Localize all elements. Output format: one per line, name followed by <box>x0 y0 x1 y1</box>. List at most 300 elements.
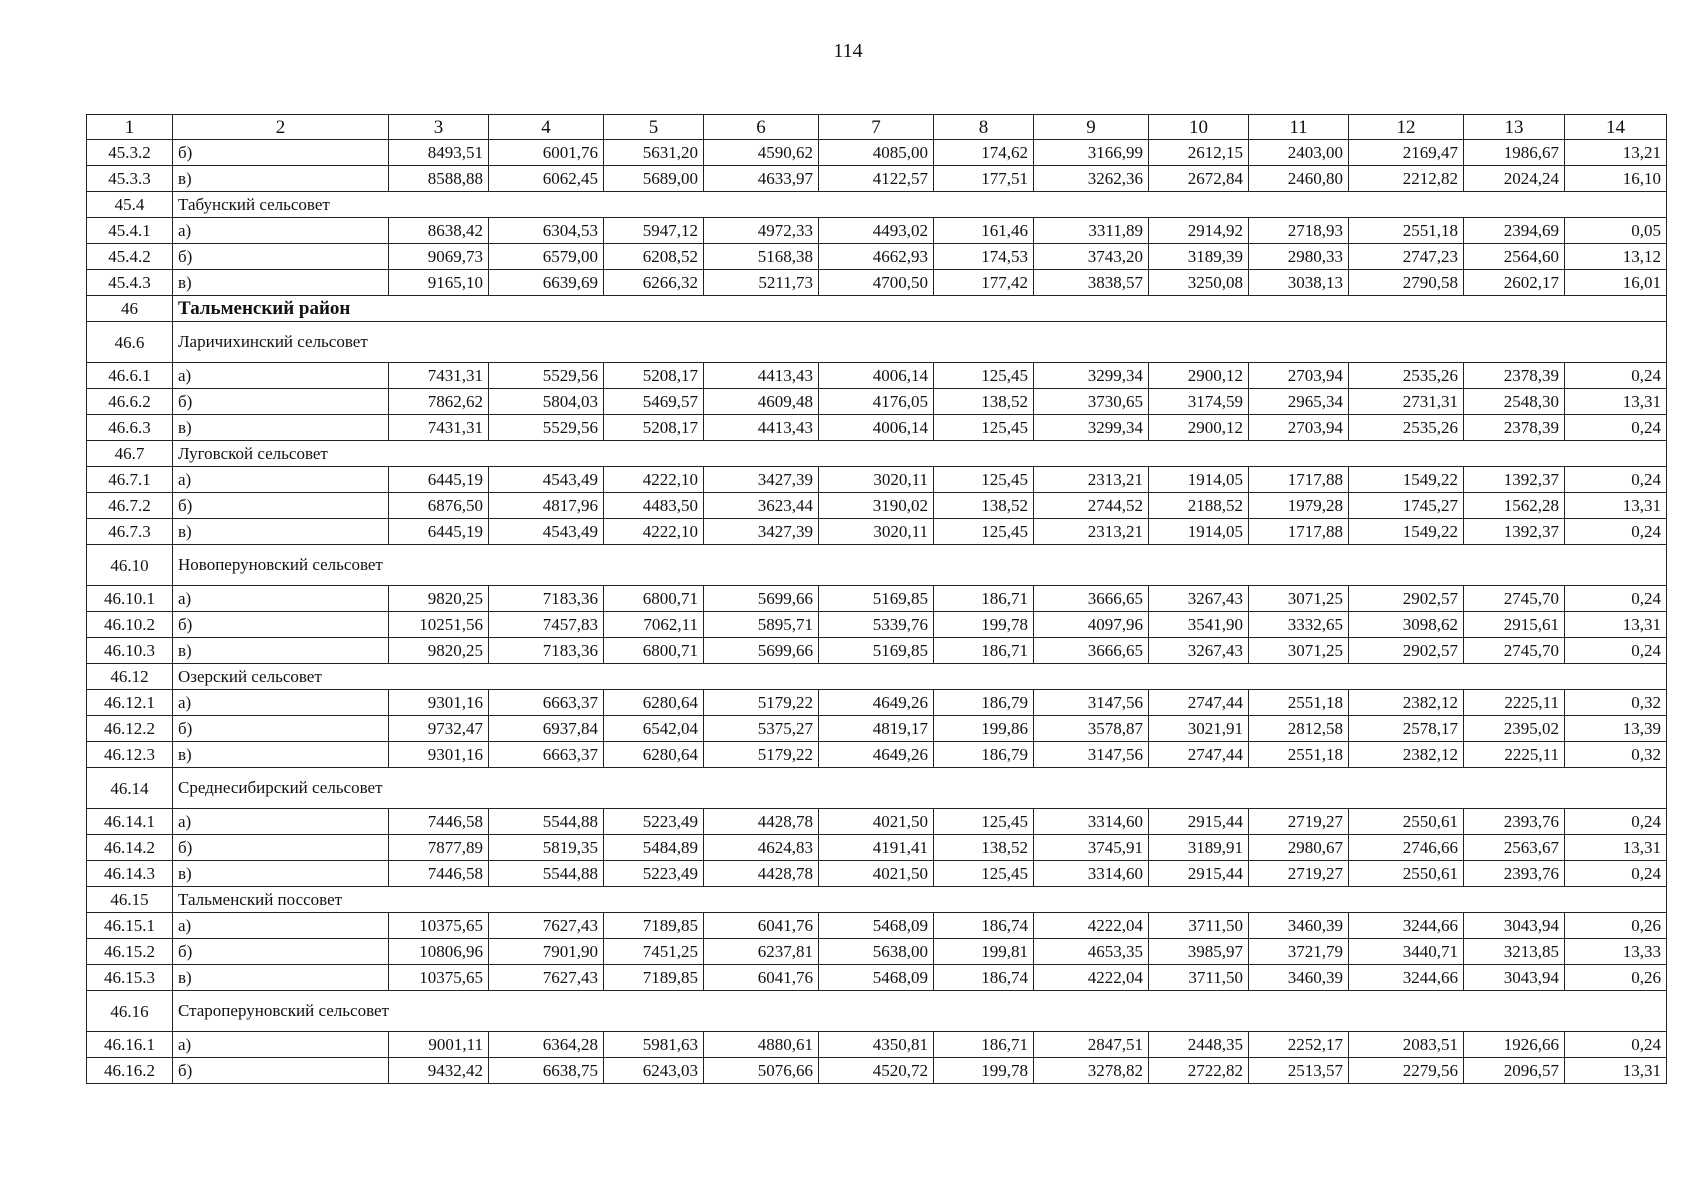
value-cell: 4350,81 <box>819 1032 934 1058</box>
value-cell: 2403,00 <box>1249 140 1349 166</box>
value-cell: 2083,51 <box>1349 1032 1464 1058</box>
value-cell: 2744,52 <box>1034 493 1149 519</box>
value-cell: 2378,39 <box>1464 363 1565 389</box>
value-cell: 4662,93 <box>819 244 934 270</box>
value-cell: 5947,12 <box>604 218 704 244</box>
value-cell: 9001,11 <box>389 1032 489 1058</box>
value-cell: 2551,18 <box>1249 742 1349 768</box>
value-cell: 2448,35 <box>1149 1032 1249 1058</box>
value-cell: 7189,85 <box>604 913 704 939</box>
value-cell: 5469,57 <box>604 389 704 415</box>
value-cell: 3189,39 <box>1149 244 1249 270</box>
value-cell: 2225,11 <box>1464 690 1565 716</box>
value-cell: 3311,89 <box>1034 218 1149 244</box>
value-cell: 199,78 <box>934 612 1034 638</box>
value-cell: 3730,65 <box>1034 389 1149 415</box>
value-cell: 10806,96 <box>389 939 489 965</box>
row-option-label: в) <box>173 638 389 664</box>
value-cell: 199,81 <box>934 939 1034 965</box>
value-cell: 4085,00 <box>819 140 934 166</box>
value-cell: 3174,59 <box>1149 389 1249 415</box>
value-cell: 6062,45 <box>489 166 604 192</box>
value-cell: 0,24 <box>1565 861 1667 887</box>
value-cell: 8493,51 <box>389 140 489 166</box>
value-cell: 3838,57 <box>1034 270 1149 296</box>
value-cell: 2980,33 <box>1249 244 1349 270</box>
value-cell: 2672,84 <box>1149 166 1249 192</box>
row-code: 46.7.2 <box>87 493 173 519</box>
value-cell: 2703,94 <box>1249 415 1349 441</box>
value-cell: 7183,36 <box>489 638 604 664</box>
value-cell: 3098,62 <box>1349 612 1464 638</box>
value-cell: 2551,18 <box>1349 218 1464 244</box>
table-row <box>87 742 1667 768</box>
value-cell: 186,79 <box>934 690 1034 716</box>
group-row <box>87 768 1667 809</box>
value-cell: 9069,73 <box>389 244 489 270</box>
table-row <box>87 467 1667 493</box>
tariff-table <box>86 114 1667 1084</box>
value-cell: 6304,53 <box>489 218 604 244</box>
value-cell: 2965,34 <box>1249 389 1349 415</box>
value-cell: 3244,66 <box>1349 913 1464 939</box>
value-cell: 5169,85 <box>819 586 934 612</box>
value-cell: 7862,62 <box>389 389 489 415</box>
row-code: 46.7 <box>87 441 173 467</box>
table-row <box>87 690 1667 716</box>
column-number-row <box>87 115 1667 140</box>
value-cell: 199,86 <box>934 716 1034 742</box>
value-cell: 125,45 <box>934 809 1034 835</box>
table-body <box>87 140 1667 1084</box>
value-cell: 0,24 <box>1565 363 1667 389</box>
value-cell: 8638,42 <box>389 218 489 244</box>
value-cell: 2382,12 <box>1349 690 1464 716</box>
value-cell: 0,05 <box>1565 218 1667 244</box>
value-cell: 6542,04 <box>604 716 704 742</box>
value-cell: 1549,22 <box>1349 467 1464 493</box>
value-cell: 4493,02 <box>819 218 934 244</box>
value-cell: 5211,73 <box>704 270 819 296</box>
value-cell: 9301,16 <box>389 742 489 768</box>
value-cell: 125,45 <box>934 363 1034 389</box>
value-cell: 3043,94 <box>1464 913 1565 939</box>
row-code: 46.15.1 <box>87 913 173 939</box>
value-cell: 7189,85 <box>604 965 704 991</box>
row-option-label: в) <box>173 415 389 441</box>
row-code: 45.4 <box>87 192 173 218</box>
settlement-title: Ларичихинский сельсовет <box>173 322 1667 363</box>
value-cell: 5699,66 <box>704 638 819 664</box>
value-cell: 2915,44 <box>1149 861 1249 887</box>
value-cell: 3666,65 <box>1034 638 1149 664</box>
value-cell: 3745,91 <box>1034 835 1149 861</box>
value-cell: 3020,11 <box>819 519 934 545</box>
value-cell: 5179,22 <box>704 742 819 768</box>
group-row <box>87 664 1667 690</box>
row-option-label: а) <box>173 218 389 244</box>
value-cell: 5169,85 <box>819 638 934 664</box>
section-row <box>87 296 1667 322</box>
value-cell: 3213,85 <box>1464 939 1565 965</box>
value-cell: 2731,31 <box>1349 389 1464 415</box>
row-option-label: в) <box>173 270 389 296</box>
group-row <box>87 991 1667 1032</box>
value-cell: 5689,00 <box>604 166 704 192</box>
value-cell: 1549,22 <box>1349 519 1464 545</box>
value-cell: 0,32 <box>1565 690 1667 716</box>
value-cell: 5223,49 <box>604 809 704 835</box>
value-cell: 5804,03 <box>489 389 604 415</box>
row-code: 46.15 <box>87 887 173 913</box>
row-code: 46.7.1 <box>87 467 173 493</box>
value-cell: 3190,02 <box>819 493 934 519</box>
value-cell: 125,45 <box>934 467 1034 493</box>
value-cell: 0,24 <box>1565 586 1667 612</box>
value-cell: 3043,94 <box>1464 965 1565 991</box>
value-cell: 4191,41 <box>819 835 934 861</box>
row-option-label: в) <box>173 742 389 768</box>
value-cell: 1914,05 <box>1149 519 1249 545</box>
value-cell: 4590,62 <box>704 140 819 166</box>
group-row <box>87 545 1667 586</box>
value-cell: 2915,61 <box>1464 612 1565 638</box>
value-cell: 2745,70 <box>1464 638 1565 664</box>
row-option-label: а) <box>173 1032 389 1058</box>
value-cell: 2564,60 <box>1464 244 1565 270</box>
value-cell: 5208,17 <box>604 363 704 389</box>
value-cell: 2900,12 <box>1149 415 1249 441</box>
value-cell: 2188,52 <box>1149 493 1249 519</box>
value-cell: 1717,88 <box>1249 467 1349 493</box>
value-cell: 2847,51 <box>1034 1032 1149 1058</box>
value-cell: 4520,72 <box>819 1058 934 1084</box>
value-cell: 2980,67 <box>1249 835 1349 861</box>
value-cell: 0,24 <box>1565 415 1667 441</box>
value-cell: 4122,57 <box>819 166 934 192</box>
value-cell: 1562,28 <box>1464 493 1565 519</box>
value-cell: 2747,44 <box>1149 742 1249 768</box>
value-cell: 3299,34 <box>1034 415 1149 441</box>
value-cell: 4653,35 <box>1034 939 1149 965</box>
value-cell: 0,24 <box>1565 638 1667 664</box>
value-cell: 5699,66 <box>704 586 819 612</box>
column-header: 8 <box>934 115 1034 140</box>
value-cell: 3166,99 <box>1034 140 1149 166</box>
value-cell: 3147,56 <box>1034 690 1149 716</box>
value-cell: 6800,71 <box>604 638 704 664</box>
value-cell: 3721,79 <box>1249 939 1349 965</box>
value-cell: 10375,65 <box>389 913 489 939</box>
table-row <box>87 244 1667 270</box>
value-cell: 1926,66 <box>1464 1032 1565 1058</box>
row-option-label: в) <box>173 965 389 991</box>
value-cell: 3578,87 <box>1034 716 1149 742</box>
value-cell: 3460,39 <box>1249 965 1349 991</box>
row-option-label: б) <box>173 140 389 166</box>
value-cell: 7446,58 <box>389 861 489 887</box>
value-cell: 9820,25 <box>389 586 489 612</box>
row-code: 46.7.3 <box>87 519 173 545</box>
value-cell: 10251,56 <box>389 612 489 638</box>
value-cell: 5819,35 <box>489 835 604 861</box>
value-cell: 4006,14 <box>819 363 934 389</box>
value-cell: 5544,88 <box>489 861 604 887</box>
value-cell: 7877,89 <box>389 835 489 861</box>
row-code: 45.4.1 <box>87 218 173 244</box>
value-cell: 1986,67 <box>1464 140 1565 166</box>
value-cell: 2169,47 <box>1349 140 1464 166</box>
value-cell: 5468,09 <box>819 965 934 991</box>
value-cell: 0,26 <box>1565 965 1667 991</box>
table-row <box>87 1032 1667 1058</box>
value-cell: 4222,10 <box>604 467 704 493</box>
settlement-title: Озерский сельсовет <box>173 664 1667 690</box>
table-row <box>87 166 1667 192</box>
row-code: 46.15.2 <box>87 939 173 965</box>
value-cell: 177,51 <box>934 166 1034 192</box>
value-cell: 125,45 <box>934 861 1034 887</box>
value-cell: 2551,18 <box>1249 690 1349 716</box>
value-cell: 2812,58 <box>1249 716 1349 742</box>
value-cell: 2279,56 <box>1349 1058 1464 1084</box>
value-cell: 2550,61 <box>1349 809 1464 835</box>
table-row <box>87 389 1667 415</box>
value-cell: 16,10 <box>1565 166 1667 192</box>
value-cell: 16,01 <box>1565 270 1667 296</box>
row-option-label: б) <box>173 939 389 965</box>
value-cell: 6001,76 <box>489 140 604 166</box>
value-cell: 5638,00 <box>819 939 934 965</box>
value-cell: 3278,82 <box>1034 1058 1149 1084</box>
column-header: 3 <box>389 115 489 140</box>
value-cell: 6041,76 <box>704 913 819 939</box>
value-cell: 3147,56 <box>1034 742 1149 768</box>
value-cell: 6800,71 <box>604 586 704 612</box>
row-code: 46 <box>87 296 173 322</box>
row-code: 46.6.1 <box>87 363 173 389</box>
value-cell: 2900,12 <box>1149 363 1249 389</box>
column-header: 7 <box>819 115 934 140</box>
value-cell: 7901,90 <box>489 939 604 965</box>
value-cell: 4222,10 <box>604 519 704 545</box>
column-header: 9 <box>1034 115 1149 140</box>
value-cell: 3020,11 <box>819 467 934 493</box>
value-cell: 2602,17 <box>1464 270 1565 296</box>
value-cell: 4021,50 <box>819 809 934 835</box>
row-code: 46.10 <box>87 545 173 586</box>
value-cell: 9165,10 <box>389 270 489 296</box>
table-row <box>87 415 1667 441</box>
row-code: 46.12.2 <box>87 716 173 742</box>
row-code: 46.6.2 <box>87 389 173 415</box>
value-cell: 6266,32 <box>604 270 704 296</box>
row-code: 45.3.3 <box>87 166 173 192</box>
value-cell: 6280,64 <box>604 742 704 768</box>
value-cell: 4633,97 <box>704 166 819 192</box>
value-cell: 6445,19 <box>389 467 489 493</box>
row-code: 45.3.2 <box>87 140 173 166</box>
value-cell: 177,42 <box>934 270 1034 296</box>
value-cell: 4428,78 <box>704 861 819 887</box>
value-cell: 5544,88 <box>489 809 604 835</box>
value-cell: 5468,09 <box>819 913 934 939</box>
value-cell: 4817,96 <box>489 493 604 519</box>
row-code: 46.14 <box>87 768 173 809</box>
value-cell: 5981,63 <box>604 1032 704 1058</box>
value-cell: 2915,44 <box>1149 809 1249 835</box>
settlement-title: Табунский сельсовет <box>173 192 1667 218</box>
value-cell: 2745,70 <box>1464 586 1565 612</box>
value-cell: 3743,20 <box>1034 244 1149 270</box>
value-cell: 0,26 <box>1565 913 1667 939</box>
value-cell: 2747,23 <box>1349 244 1464 270</box>
value-cell: 3250,08 <box>1149 270 1249 296</box>
value-cell: 174,53 <box>934 244 1034 270</box>
row-code: 46.12 <box>87 664 173 690</box>
row-option-label: б) <box>173 716 389 742</box>
table-header <box>87 115 1667 140</box>
row-option-label: а) <box>173 586 389 612</box>
value-cell: 1392,37 <box>1464 467 1565 493</box>
row-code: 46.14.2 <box>87 835 173 861</box>
value-cell: 4880,61 <box>704 1032 819 1058</box>
value-cell: 7431,31 <box>389 415 489 441</box>
value-cell: 3021,91 <box>1149 716 1249 742</box>
value-cell: 174,62 <box>934 140 1034 166</box>
row-option-label: б) <box>173 389 389 415</box>
value-cell: 13,21 <box>1565 140 1667 166</box>
value-cell: 13,33 <box>1565 939 1667 965</box>
table-row <box>87 140 1667 166</box>
table-row <box>87 965 1667 991</box>
value-cell: 2746,66 <box>1349 835 1464 861</box>
value-cell: 2790,58 <box>1349 270 1464 296</box>
value-cell: 4609,48 <box>704 389 819 415</box>
value-cell: 4222,04 <box>1034 913 1149 939</box>
value-cell: 5223,49 <box>604 861 704 887</box>
value-cell: 6639,69 <box>489 270 604 296</box>
value-cell: 4097,96 <box>1034 612 1149 638</box>
table-row <box>87 1058 1667 1084</box>
value-cell: 5339,76 <box>819 612 934 638</box>
group-row <box>87 441 1667 467</box>
group-row <box>87 192 1667 218</box>
row-code: 46.12.1 <box>87 690 173 716</box>
row-option-label: а) <box>173 363 389 389</box>
value-cell: 5529,56 <box>489 415 604 441</box>
value-cell: 9820,25 <box>389 638 489 664</box>
row-code: 45.4.3 <box>87 270 173 296</box>
value-cell: 2612,15 <box>1149 140 1249 166</box>
value-cell: 2578,17 <box>1349 716 1464 742</box>
settlement-title: Луговской сельсовет <box>173 441 1667 467</box>
value-cell: 1717,88 <box>1249 519 1349 545</box>
value-cell: 13,31 <box>1565 612 1667 638</box>
row-option-label: б) <box>173 612 389 638</box>
value-cell: 6237,81 <box>704 939 819 965</box>
value-cell: 3440,71 <box>1349 939 1464 965</box>
row-code: 46.10.3 <box>87 638 173 664</box>
value-cell: 13,31 <box>1565 835 1667 861</box>
value-cell: 7431,31 <box>389 363 489 389</box>
value-cell: 3711,50 <box>1149 913 1249 939</box>
value-cell: 6208,52 <box>604 244 704 270</box>
table-row <box>87 861 1667 887</box>
column-header: 2 <box>173 115 389 140</box>
value-cell: 3314,60 <box>1034 861 1149 887</box>
value-cell: 0,24 <box>1565 467 1667 493</box>
value-cell: 4222,04 <box>1034 965 1149 991</box>
column-header: 14 <box>1565 115 1667 140</box>
table-row <box>87 586 1667 612</box>
value-cell: 3332,65 <box>1249 612 1349 638</box>
value-cell: 125,45 <box>934 519 1034 545</box>
value-cell: 138,52 <box>934 835 1034 861</box>
value-cell: 2914,92 <box>1149 218 1249 244</box>
column-header: 1 <box>87 115 173 140</box>
value-cell: 186,71 <box>934 586 1034 612</box>
table-row <box>87 939 1667 965</box>
value-cell: 6243,03 <box>604 1058 704 1084</box>
table-row <box>87 716 1667 742</box>
value-cell: 13,39 <box>1565 716 1667 742</box>
value-cell: 2703,94 <box>1249 363 1349 389</box>
value-cell: 4483,50 <box>604 493 704 519</box>
value-cell: 2225,11 <box>1464 742 1565 768</box>
value-cell: 0,24 <box>1565 519 1667 545</box>
row-option-label: а) <box>173 690 389 716</box>
settlement-title: Староперуновский сельсовет <box>173 991 1667 1032</box>
value-cell: 2719,27 <box>1249 809 1349 835</box>
value-cell: 5529,56 <box>489 363 604 389</box>
value-cell: 7457,83 <box>489 612 604 638</box>
value-cell: 2718,93 <box>1249 218 1349 244</box>
value-cell: 2719,27 <box>1249 861 1349 887</box>
value-cell: 6663,37 <box>489 690 604 716</box>
row-option-label: а) <box>173 913 389 939</box>
value-cell: 4413,43 <box>704 415 819 441</box>
value-cell: 4428,78 <box>704 809 819 835</box>
value-cell: 13,31 <box>1565 1058 1667 1084</box>
table-row <box>87 519 1667 545</box>
value-cell: 7062,11 <box>604 612 704 638</box>
value-cell: 3189,91 <box>1149 835 1249 861</box>
value-cell: 6364,28 <box>489 1032 604 1058</box>
value-cell: 2902,57 <box>1349 638 1464 664</box>
value-cell: 5375,27 <box>704 716 819 742</box>
table-row <box>87 270 1667 296</box>
value-cell: 6663,37 <box>489 742 604 768</box>
value-cell: 4021,50 <box>819 861 934 887</box>
value-cell: 4819,17 <box>819 716 934 742</box>
column-header: 12 <box>1349 115 1464 140</box>
value-cell: 3267,43 <box>1149 586 1249 612</box>
value-cell: 3071,25 <box>1249 586 1349 612</box>
row-option-label: а) <box>173 809 389 835</box>
value-cell: 2563,67 <box>1464 835 1565 861</box>
value-cell: 4624,83 <box>704 835 819 861</box>
row-code: 46.14.1 <box>87 809 173 835</box>
value-cell: 3460,39 <box>1249 913 1349 939</box>
value-cell: 6445,19 <box>389 519 489 545</box>
value-cell: 6280,64 <box>604 690 704 716</box>
value-cell: 6937,84 <box>489 716 604 742</box>
row-code: 46.16 <box>87 991 173 1032</box>
row-option-label: б) <box>173 1058 389 1084</box>
value-cell: 4972,33 <box>704 218 819 244</box>
table-row <box>87 218 1667 244</box>
